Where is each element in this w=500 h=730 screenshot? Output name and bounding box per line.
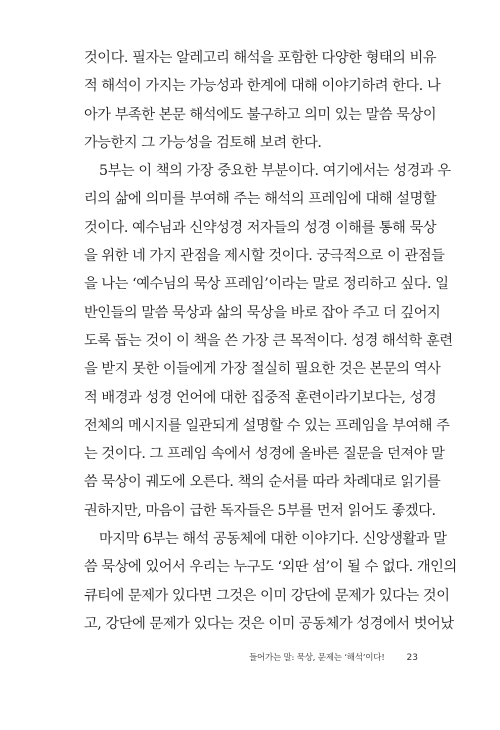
page-number: 23 [406, 653, 418, 663]
text-line: 씀 묵상이 궤도에 오른다. 책의 순서를 따라 차례대로 읽기를 [84, 474, 441, 491]
text-line: 전체의 메시지를 일관되게 설명할 수 있는 프레임을 부여해 주 [84, 417, 450, 434]
running-title: 들어가는 말: 묵상, 문제는 ‘해석’이다! [248, 653, 385, 663]
text-line: 고, 강단에 문제가 있다는 것은 이미 공동체가 성경에서 벗어났 [84, 615, 454, 632]
text-line: 을 나는 ‘예수님의 묵상 프레임’이라는 말로 정리하고 싶다. 일 [84, 276, 449, 293]
text-line: 큐티에 문제가 있다면 그것은 이미 강단에 문제가 있다는 것이 [84, 587, 450, 604]
text-line: 것이다. 필자는 알레고리 해석을 포함한 다양한 형태의 비유 [84, 50, 437, 66]
text-line: 5부는 이 책의 가장 중요한 부분이다. 여기에서는 성경과 우 [99, 163, 451, 180]
text-line: 는 것이다. 그 프레임 속에서 성경에 올바른 질문을 던져야 말 [84, 446, 445, 463]
text-line: 적 해석이 가지는 가능성과 한계에 대해 이야기하려 한다. 나 [84, 78, 441, 95]
text-line: 반인들의 말씀 묵상과 삶의 묵상을 바로 잡아 주고 더 깊어지 [84, 304, 441, 321]
page-footer [84, 651, 418, 663]
text-line: 도록 돕는 것이 이 책을 쓴 가장 큰 목적이다. 성경 해석학 훈련 [84, 332, 453, 349]
text-line: 씀 묵상에 있어서 우리는 누구도 ‘외딴 섬’이 될 수 없다. 개인의 [84, 559, 457, 576]
body-text [84, 44, 457, 638]
text-line: 마지막 6부는 해석 공동체에 대한 이야기다. 신앙생활과 말 [99, 531, 447, 548]
text-line: 권하지만, 마음이 급한 독자들은 5부를 먼저 읽어도 좋겠다. [84, 502, 436, 519]
text-line: 리의 삶에 의미를 부여해 주는 해석의 프레임에 대해 설명할 [84, 191, 437, 208]
text-line: 가능한지 그 가능성을 검토해 보려 한다. [84, 134, 322, 151]
text-line: 을 받지 못한 이들에게 가장 절실히 필요한 것은 본문의 역사 [84, 361, 441, 378]
text-line: 아가 부족한 본문 해석에도 불구하고 의미 있는 말씀 묵상이 [84, 106, 437, 123]
text-line: 을 위한 네 가지 관점을 제시할 것이다. 궁극적으로 이 관점들 [84, 248, 445, 265]
text-line: 적 배경과 성경 언어에 대한 집중적 훈련이라기보다는, 성경 [84, 389, 437, 406]
text-line: 것이다. 예수님과 신약성경 저자들의 성경 이해를 통해 묵상 [84, 219, 437, 236]
